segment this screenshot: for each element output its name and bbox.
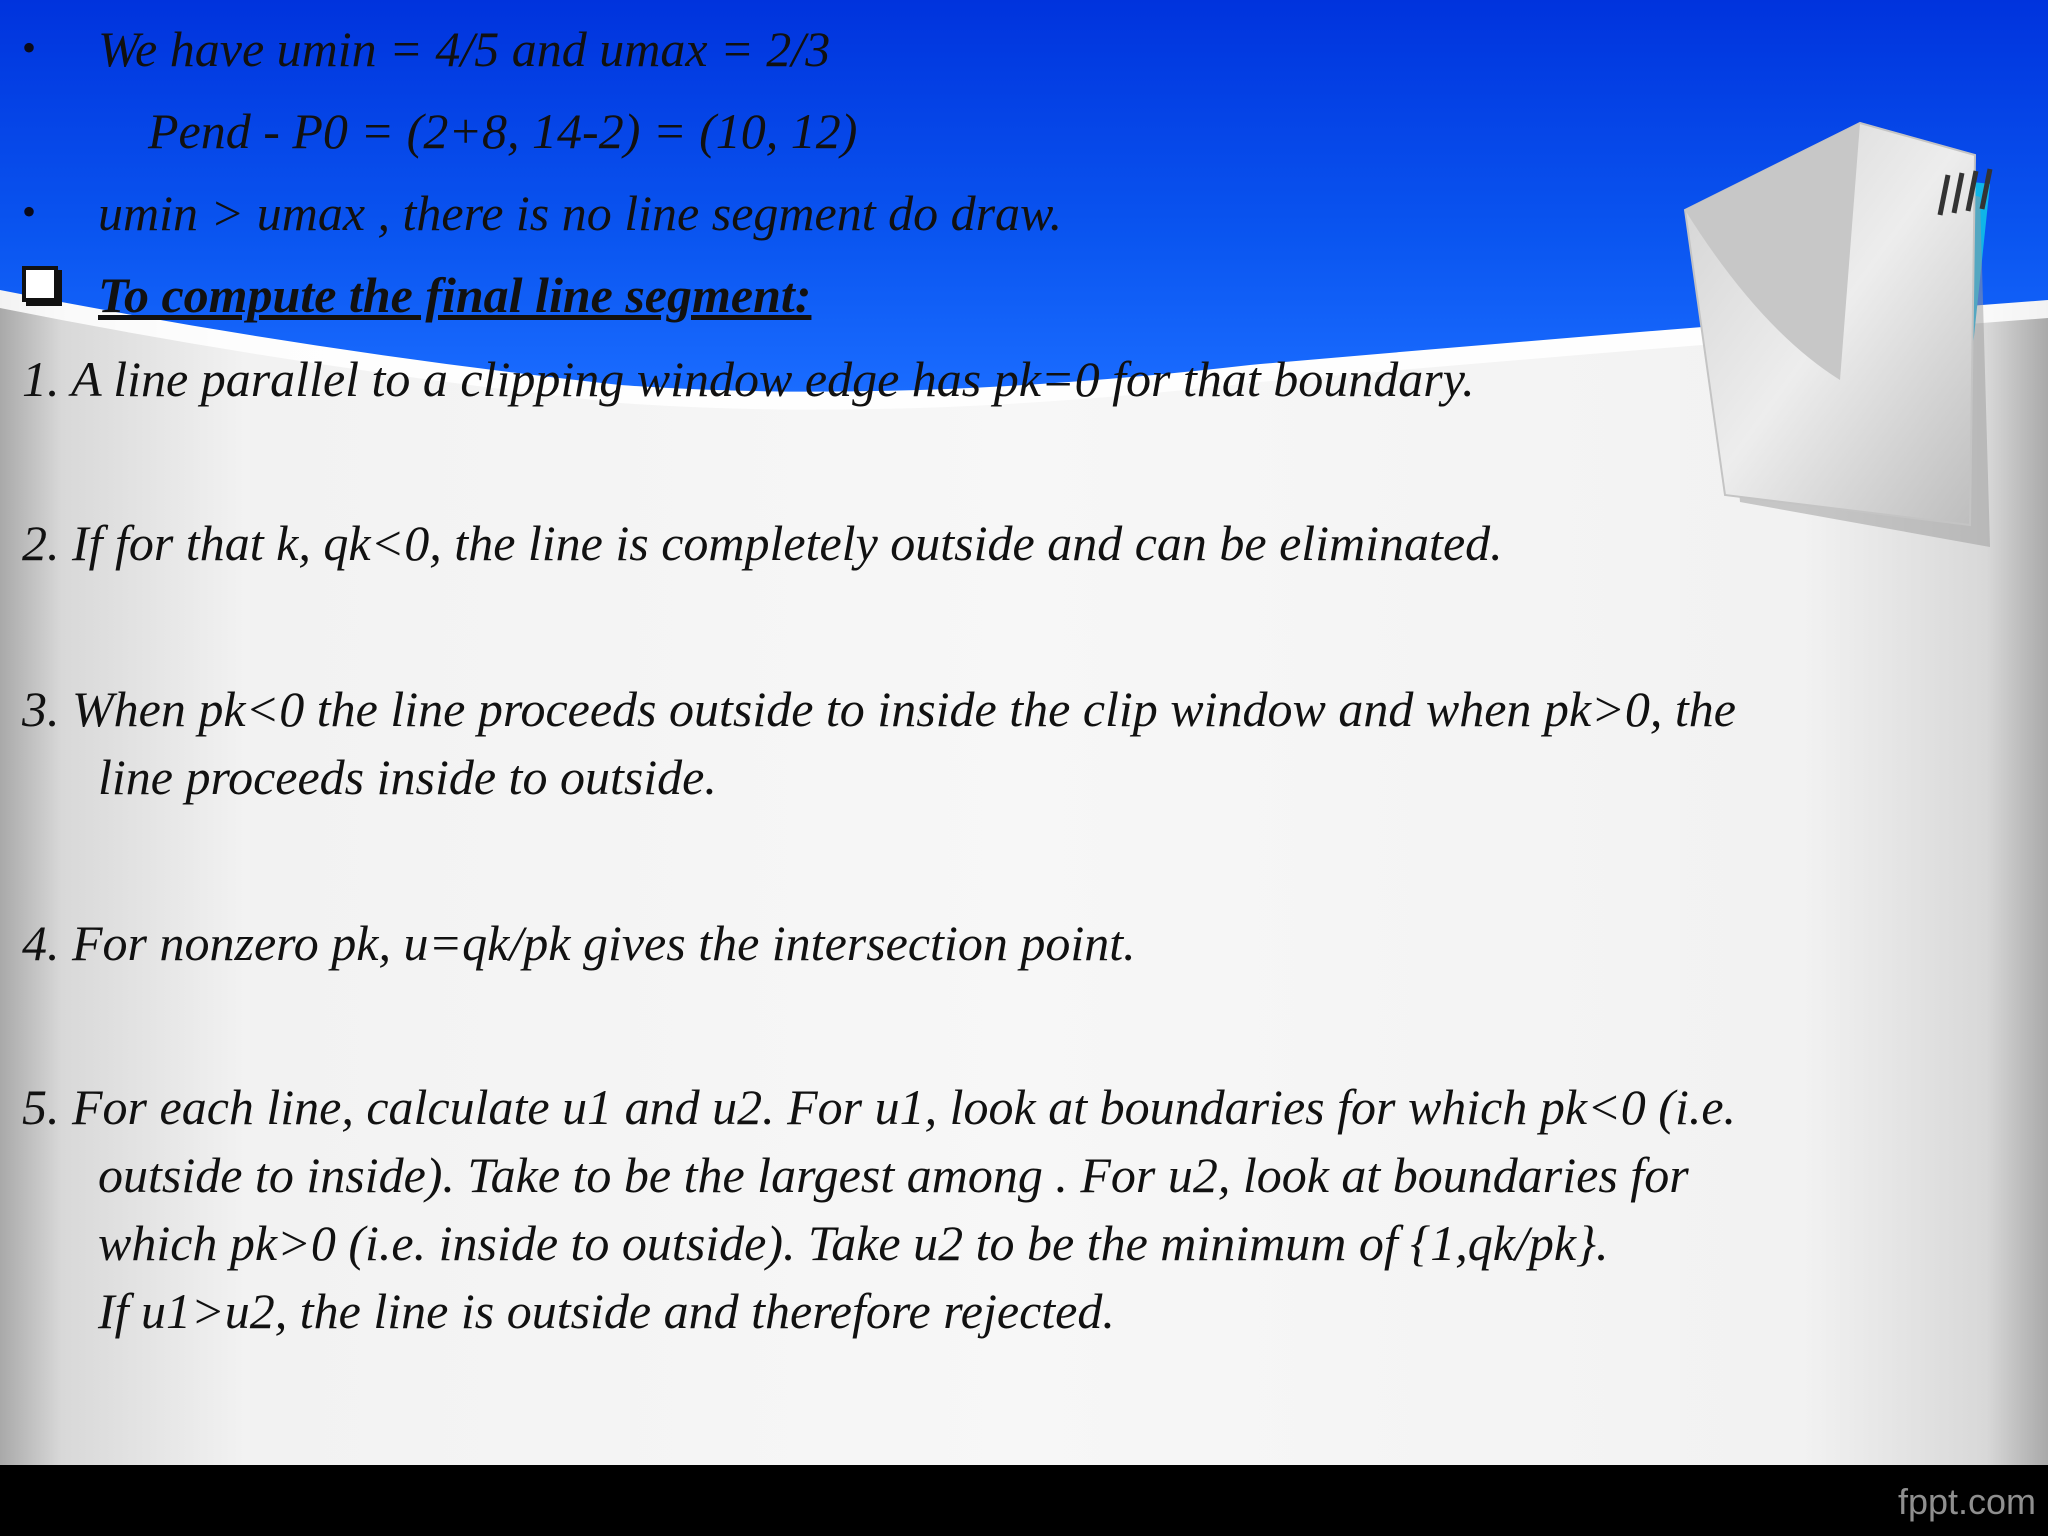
equation-line: Pend - P0 = (2+8, 14-2) = (10, 12) <box>148 103 858 159</box>
step-line: 3. When pk<0 the line proceeds outside to inside the clip window and when pk>0, the <box>22 681 1736 737</box>
brand-watermark: fppt.com <box>1897 1481 2036 1522</box>
bullet-icon: • <box>22 189 37 234</box>
paper-note-icon <box>1670 115 2000 555</box>
step-line-continued: which pk>0 (i.e. inside to outside). Take u2 to be the minimum of {1,qk/pk}. <box>98 1215 1609 1271</box>
checkbox-bullet-icon <box>22 266 58 302</box>
section-heading: To compute the final line segment: <box>98 267 812 323</box>
step-line-continued: If u1>u2, the line is outside and therefore rejected. <box>98 1283 1115 1339</box>
footer-bar <box>0 1465 2048 1536</box>
step-line-continued: line proceeds inside to outside. <box>98 749 717 805</box>
bullet-text: We have umin = 4/5 and umax = 2/3 <box>98 21 831 77</box>
step-line: 4. For nonzero pk, u=qk/pk gives the intersection point. <box>22 915 1136 971</box>
step-line: 2. If for that k, qk<0, the line is completely outside and can be eliminated. <box>22 515 1503 571</box>
step-line-continued: outside to inside). Take to be the largest among . For u2, look at boundaries for <box>98 1147 1689 1203</box>
bullet-icon: • <box>22 25 37 70</box>
step-line: 5. For each line, calculate u1 and u2. For u1, look at boundaries for which pk<0 (i.e. <box>22 1079 1737 1135</box>
step-line: 1. A line parallel to a clipping window edge has pk=0 for that boundary. <box>22 351 1475 407</box>
bullet-text: umin > umax , there is no line segment do draw. <box>98 185 1063 241</box>
